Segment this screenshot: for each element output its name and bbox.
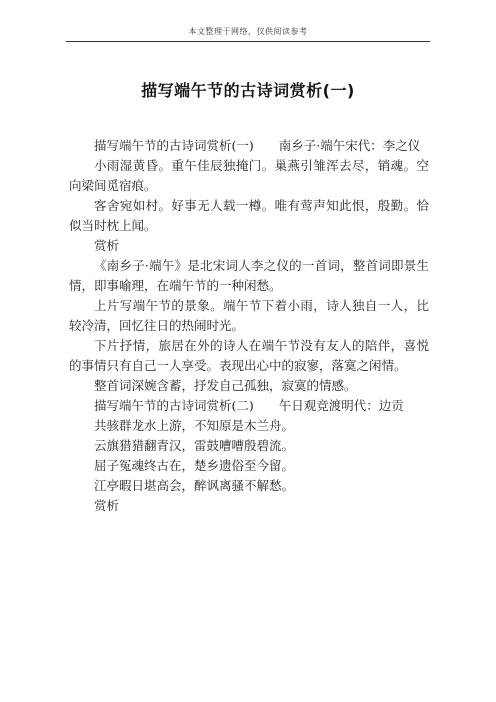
paragraph: 云旗猎猎翻青汉，雷鼓嘈嘈殷碧流。 [94, 438, 295, 453]
paragraph: 整首词深婉含蓄，抒发自己孤独，寂寞的情感。 [94, 378, 357, 393]
paragraph: 描写端午节的古诗词赏析(二) 午日观竞渡明代：边贡 [94, 398, 404, 413]
paragraph: 上片写端午节的景象。端午节下着小雨，诗人独自一人，比较冷清，回忆往日的热闹时光。 [69, 298, 429, 333]
paragraph: 小雨湿黄昏。重午佳辰独掩门。巢燕引雏浑去尽，销魂。空向梁间觅宿痕。 [69, 158, 429, 193]
document-title: 描写端午节的古诗词赏析(一) [141, 81, 355, 100]
paragraph: 江亭暇日堪高会，醉讽离骚不解愁。 [94, 478, 295, 493]
paragraph: 屈子冤魂终古在，楚乡遗俗至今留。 [94, 458, 295, 473]
document-body [69, 136, 429, 516]
paragraph: 赏析 [94, 238, 120, 253]
paragraph: 赏析 [94, 498, 120, 513]
header-note: 本文整理于网络，仅供阅读参考 [188, 27, 308, 36]
paragraph: 下片抒情，旅居在外的诗人在端午节没有友人的陪伴，喜悦的事情只有自己一人享受。表现出心中的寂寥，落寞之闲情。 [69, 338, 429, 373]
paragraph: 客舍宛如村。好事无人载一樽。唯有莺声知此恨，殷勤。恰似当时枕上闻。 [69, 198, 429, 233]
paragraph: 共骇群龙水上游，不知原是木兰舟。 [94, 418, 295, 433]
header-divider [66, 41, 430, 42]
paragraph: 《南乡子·端午》是北宋词人李之仪的一首词，整首词即景生情，即事喻理，在端午节的一种闲愁。 [69, 258, 429, 293]
paragraph: 描写端午节的古诗词赏析(一) 南乡子·端午宋代：李之仪 [94, 138, 421, 153]
